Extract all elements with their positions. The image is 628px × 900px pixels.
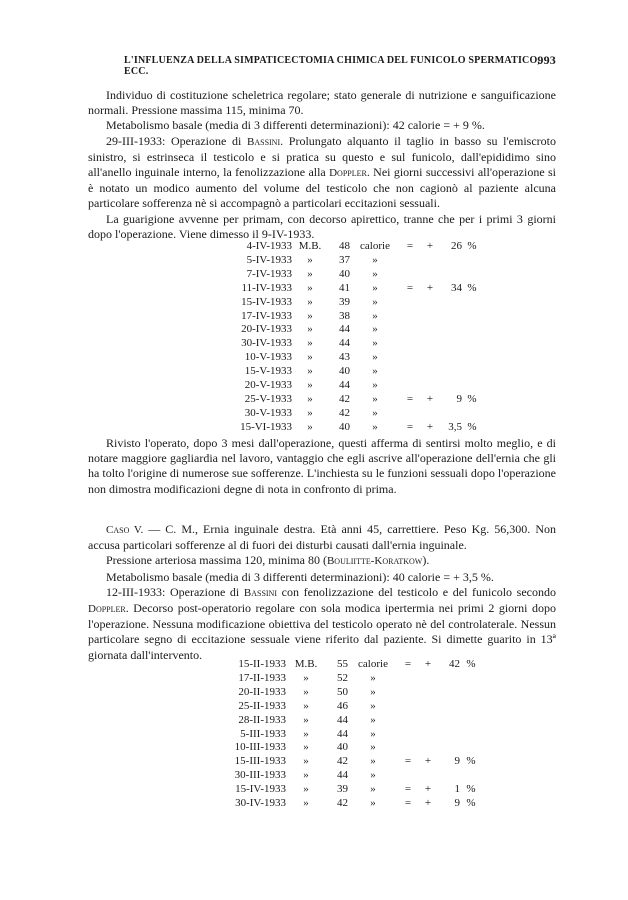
equals-sign bbox=[398, 700, 418, 714]
calorie-value: 37 bbox=[339, 253, 350, 266]
measurement-date: 15-VI-1933 bbox=[240, 420, 292, 433]
equals-sign bbox=[400, 296, 420, 310]
calorie-value: 41 bbox=[339, 281, 350, 294]
plus-sign bbox=[420, 407, 440, 421]
measurement-date: 4-IV-1933 bbox=[246, 240, 292, 252]
calorie-value: 50 bbox=[337, 685, 348, 698]
equals-sign bbox=[398, 741, 418, 755]
method-abbrev: » bbox=[307, 406, 313, 419]
table-row bbox=[200, 797, 482, 811]
operation-date: 29-III-1933: bbox=[106, 133, 166, 148]
percent-unit: % bbox=[467, 240, 477, 252]
percent-value bbox=[440, 379, 462, 393]
percent-value bbox=[440, 254, 462, 268]
calorie-value: 40 bbox=[339, 267, 350, 280]
table-row bbox=[212, 379, 482, 393]
equals-sign bbox=[398, 714, 418, 728]
percent-unit bbox=[460, 769, 482, 783]
metabolism-table-case-5 bbox=[200, 658, 482, 811]
surgeon-name: Doppler bbox=[329, 167, 367, 180]
equals-sign bbox=[400, 365, 420, 379]
plus-sign: + bbox=[424, 797, 432, 810]
method-abbrev: » bbox=[307, 365, 313, 378]
percent-unit bbox=[462, 254, 482, 268]
table-row bbox=[200, 783, 482, 797]
plus-sign: + bbox=[426, 420, 434, 433]
method-abbrev: » bbox=[307, 309, 313, 322]
equals-sign: = bbox=[406, 392, 414, 405]
measurement-date: 30-III-1933 bbox=[234, 769, 286, 782]
plus-sign bbox=[420, 379, 440, 393]
equals-sign bbox=[400, 351, 420, 365]
unit-label: » bbox=[372, 295, 378, 308]
table-row bbox=[212, 296, 482, 310]
calorie-value: 40 bbox=[337, 741, 348, 754]
equals-sign: = bbox=[406, 420, 414, 433]
plus-sign bbox=[418, 769, 438, 783]
method-abbrev: » bbox=[303, 699, 309, 712]
measurement-date: 25-II-1933 bbox=[238, 699, 286, 712]
table-row bbox=[212, 407, 482, 421]
calorie-value: 55 bbox=[337, 658, 348, 670]
measurement-date: 30-IV-1933 bbox=[241, 337, 292, 350]
measurement-date: 25-V-1933 bbox=[244, 392, 292, 405]
measurement-date: 11-IV-1933 bbox=[241, 281, 292, 294]
method-abbrev: » bbox=[307, 351, 313, 364]
plus-sign bbox=[420, 337, 440, 351]
unit-label: » bbox=[370, 713, 376, 726]
calorie-value: 42 bbox=[339, 392, 350, 405]
table-row bbox=[200, 741, 482, 755]
percent-unit: % bbox=[466, 797, 476, 810]
method-abbrev: » bbox=[307, 379, 313, 392]
surgeon-name: Doppler bbox=[88, 603, 126, 616]
percent-unit bbox=[460, 728, 482, 742]
case-5-text bbox=[88, 522, 556, 663]
table-row bbox=[212, 254, 482, 268]
unit-label: » bbox=[372, 253, 378, 266]
plus-sign: + bbox=[424, 755, 432, 768]
percent-unit bbox=[460, 714, 482, 728]
equals-sign bbox=[400, 310, 420, 324]
measurement-date: 28-II-1933 bbox=[238, 713, 286, 726]
percent-value bbox=[438, 714, 460, 728]
method-abbrev: » bbox=[303, 671, 309, 684]
percent-value: 1 bbox=[454, 783, 460, 796]
plus-sign bbox=[420, 323, 440, 337]
measurement-date: 10-V-1933 bbox=[244, 351, 292, 364]
method-abbrev: » bbox=[307, 420, 313, 433]
paragraph: 12-III-1933: Operazione di Bassini con fenolizzazione del testicolo e del funicolo secondo Doppler. Decorso post-operatorio regolare con sola modica ipertermia nei primi 2 giorni dopo l'operazione. Nessuna modificazione obiettiva del testicolo operato nè del controlaterale. Nessun particolare segno di eccitazione sessuale viene riferito dal paziente. Si dimette guarito in 13ª giornata dall'intervento. bbox=[88, 584, 556, 662]
paragraph: Rivisto l'operato, dopo 3 mesi dall'operazione, questi afferma di sentirsi molto meglio, e di notare maggiore gagliardia nel lavoro, vantaggio che egli ascrive all'operazione dell'ernia che gli ha tolto l'origine di numerose sue sofferenze. L'inchiesta su le funzioni sessuali dopo l'operazione non dimostra modificazioni degne di nota in confronto di prima. bbox=[88, 436, 556, 496]
calorie-value: 40 bbox=[339, 420, 350, 433]
percent-unit bbox=[460, 741, 482, 755]
plus-sign: + bbox=[424, 658, 432, 670]
percent-value: 9 bbox=[454, 755, 460, 768]
method-abbrev: » bbox=[303, 713, 309, 726]
measurement-date: 5-III-1933 bbox=[240, 727, 286, 740]
plus-sign: + bbox=[424, 783, 432, 796]
method-abbrev: » bbox=[303, 783, 309, 796]
table-row bbox=[212, 282, 482, 296]
calorie-value: 44 bbox=[339, 337, 350, 350]
percent-unit: % bbox=[467, 392, 477, 405]
measurement-date: 15-V-1933 bbox=[244, 365, 292, 378]
paragraph: Individuo di costituzione scheletrica regolare; stato generale di nutrizione e sanguificazione normali. Pressione massima 115, minima 70. bbox=[88, 88, 556, 118]
method-abbrev: M.B. bbox=[298, 240, 322, 252]
paragraph: Metabolismo basale (media di 3 differenti determinazioni): 42 calorie = + 9 %. bbox=[106, 118, 485, 133]
equals-sign bbox=[398, 728, 418, 742]
plus-sign bbox=[418, 700, 438, 714]
table-row bbox=[212, 268, 482, 282]
percent-value bbox=[438, 686, 460, 700]
calorie-value: 44 bbox=[337, 769, 348, 782]
unit-label: » bbox=[370, 727, 376, 740]
calorie-value: 44 bbox=[339, 323, 350, 336]
table-row bbox=[212, 310, 482, 324]
percent-unit bbox=[460, 700, 482, 714]
equals-sign bbox=[400, 268, 420, 282]
method-abbrev: M.B. bbox=[294, 658, 318, 670]
percent-unit bbox=[462, 310, 482, 324]
calorie-value: 44 bbox=[337, 713, 348, 726]
percent-value bbox=[438, 741, 460, 755]
unit-label: » bbox=[372, 281, 378, 294]
percent-unit: % bbox=[466, 658, 476, 670]
calorie-value: 44 bbox=[339, 379, 350, 392]
percent-value: 26 bbox=[451, 240, 462, 252]
percent-value bbox=[440, 365, 462, 379]
method-abbrev: » bbox=[303, 769, 309, 782]
unit-label: » bbox=[370, 671, 376, 684]
plus-sign bbox=[420, 296, 440, 310]
method-name: Bouliitte-Koratkow bbox=[326, 555, 423, 568]
method-abbrev: » bbox=[303, 797, 309, 810]
method-abbrev: » bbox=[307, 253, 313, 266]
percent-unit bbox=[460, 672, 482, 686]
equals-sign: = bbox=[406, 240, 414, 252]
percent-value bbox=[438, 700, 460, 714]
method-abbrev: » bbox=[303, 755, 309, 768]
unit-label: calorie bbox=[358, 658, 388, 670]
unit-label: » bbox=[372, 323, 378, 336]
measurement-date: 15-IV-1933 bbox=[241, 295, 292, 308]
table-row bbox=[212, 421, 482, 435]
calorie-value: 40 bbox=[339, 365, 350, 378]
plus-sign bbox=[420, 310, 440, 324]
unit-label: » bbox=[372, 406, 378, 419]
case-4-text-top bbox=[88, 88, 556, 242]
method-abbrev: » bbox=[307, 323, 313, 336]
calorie-value: 43 bbox=[339, 351, 350, 364]
plus-sign bbox=[420, 254, 440, 268]
percent-unit bbox=[462, 351, 482, 365]
paragraph: Metabolismo basale (media di 3 differenti determinazioni): 40 calorie = + 3,5 %. bbox=[106, 569, 494, 584]
plus-sign bbox=[420, 351, 440, 365]
unit-label: » bbox=[370, 783, 376, 796]
surgeon-name: Bassini bbox=[247, 135, 281, 148]
percent-value bbox=[438, 672, 460, 686]
plus-sign bbox=[418, 672, 438, 686]
percent-value bbox=[438, 728, 460, 742]
method-abbrev: » bbox=[307, 267, 313, 280]
plus-sign bbox=[418, 728, 438, 742]
surgeon-name: Bassini bbox=[243, 586, 277, 599]
unit-label: » bbox=[372, 267, 378, 280]
calorie-value: 42 bbox=[337, 797, 348, 810]
percent-unit: % bbox=[467, 420, 477, 433]
case-label: Caso V. bbox=[106, 524, 144, 536]
equals-sign bbox=[398, 686, 418, 700]
method-abbrev: » bbox=[307, 295, 313, 308]
percent-unit: % bbox=[466, 755, 476, 768]
running-title: L'INFLUENZA DELLA SIMPATICECTOMIA CHIMICA DEL FUNICOLO SPERMATICO, ECC. bbox=[124, 55, 541, 77]
measurement-date: 30-IV-1933 bbox=[235, 797, 286, 810]
equals-sign: = bbox=[404, 658, 412, 670]
table-row bbox=[212, 393, 482, 407]
percent-unit: % bbox=[467, 281, 477, 294]
equals-sign: = bbox=[404, 797, 412, 810]
measurement-date: 20-V-1933 bbox=[244, 379, 292, 392]
table-row bbox=[200, 700, 482, 714]
percent-unit bbox=[462, 407, 482, 421]
calorie-value: 42 bbox=[337, 755, 348, 768]
measurement-date: 17-IV-1933 bbox=[241, 309, 292, 322]
plus-sign bbox=[418, 714, 438, 728]
measurement-date: 5-IV-1933 bbox=[246, 253, 292, 266]
paragraph: Caso V. — C. M., Ernia inguinale destra. Età anni 45, carrettiere. Peso Kg. 56,300. Non accusa particolari sofferenze al di fuori dei disturbi causati dall'ernia inguinale. bbox=[88, 522, 556, 553]
table-row bbox=[200, 672, 482, 686]
method-abbrev: » bbox=[307, 392, 313, 405]
percent-value bbox=[440, 310, 462, 324]
percent-value bbox=[440, 351, 462, 365]
table-row bbox=[200, 755, 482, 769]
unit-label: calorie bbox=[360, 240, 390, 252]
paragraph: Pressione arteriosa massima 120, minima 80 (Bouliitte-Koratkow). bbox=[106, 553, 430, 568]
calorie-value: 38 bbox=[339, 309, 350, 322]
unit-label: » bbox=[372, 309, 378, 322]
calorie-value: 46 bbox=[337, 699, 348, 712]
table-row bbox=[212, 323, 482, 337]
measurement-date: 20-II-1933 bbox=[238, 685, 286, 698]
equals-sign: = bbox=[406, 281, 414, 294]
method-abbrev: » bbox=[303, 685, 309, 698]
method-abbrev: » bbox=[307, 281, 313, 294]
percent-unit bbox=[462, 379, 482, 393]
calorie-value: 48 bbox=[339, 240, 350, 252]
measurement-date: 20-IV-1933 bbox=[241, 323, 292, 336]
calorie-value: 42 bbox=[339, 406, 350, 419]
equals-sign bbox=[400, 323, 420, 337]
table-row bbox=[212, 365, 482, 379]
percent-value bbox=[440, 407, 462, 421]
percent-value bbox=[440, 337, 462, 351]
percent-unit bbox=[462, 268, 482, 282]
calorie-value: 52 bbox=[337, 671, 348, 684]
percent-value bbox=[438, 769, 460, 783]
equals-sign bbox=[400, 379, 420, 393]
table-row bbox=[200, 658, 482, 672]
table-row bbox=[200, 728, 482, 742]
percent-value: 9 bbox=[454, 797, 460, 810]
plus-sign bbox=[420, 365, 440, 379]
measurement-date: 7-IV-1933 bbox=[246, 267, 292, 280]
plus-sign: + bbox=[426, 240, 434, 252]
unit-label: » bbox=[370, 699, 376, 712]
measurement-date: 30-V-1933 bbox=[244, 406, 292, 419]
unit-label: » bbox=[370, 797, 376, 810]
plus-sign: + bbox=[426, 281, 434, 294]
unit-label: » bbox=[372, 392, 378, 405]
calorie-value: 44 bbox=[337, 727, 348, 740]
plus-sign bbox=[420, 268, 440, 282]
unit-label: » bbox=[372, 351, 378, 364]
percent-value: 9 bbox=[456, 392, 462, 405]
percent-value: 34 bbox=[451, 281, 462, 294]
measurement-date: 10-III-1933 bbox=[234, 741, 286, 754]
percent-unit bbox=[460, 686, 482, 700]
plus-sign bbox=[418, 741, 438, 755]
equals-sign bbox=[400, 337, 420, 351]
equals-sign bbox=[398, 672, 418, 686]
equals-sign bbox=[400, 254, 420, 268]
calorie-value: 39 bbox=[339, 295, 350, 308]
method-abbrev: » bbox=[303, 727, 309, 740]
paragraph: 29-III-1933: Operazione di Bassini. Prolungato alquanto il taglio in basso su l'emiscroto sinistro, si estrinseca il testicolo e si pratica su questo e sul funicolo, dall'epididimo sino all'anello inguinale interno, la fenolizzazione alla Doppler. Nei giorni successivi all'operazione si è notato un modico aumento del volume del testicolo che non cagionò al paziente alcuna particolare sofferenza nè si accompagnò a particolari eccitazioni sessuali. bbox=[88, 133, 557, 211]
measurement-date: 15-IV-1933 bbox=[235, 783, 286, 796]
unit-label: » bbox=[372, 420, 378, 433]
percent-unit bbox=[462, 296, 482, 310]
percent-unit bbox=[462, 323, 482, 337]
unit-label: » bbox=[372, 379, 378, 392]
percent-value: 42 bbox=[449, 658, 460, 670]
unit-label: » bbox=[370, 741, 376, 754]
plus-sign: + bbox=[426, 392, 434, 405]
measurement-date: 15-III-1933 bbox=[234, 755, 286, 768]
percent-value bbox=[440, 323, 462, 337]
unit-label: » bbox=[370, 769, 376, 782]
table-row bbox=[212, 337, 482, 351]
percent-value bbox=[440, 296, 462, 310]
table-row bbox=[212, 240, 482, 254]
table-row bbox=[200, 769, 482, 783]
percent-value bbox=[440, 268, 462, 282]
table-row bbox=[200, 714, 482, 728]
unit-label: » bbox=[370, 685, 376, 698]
case-4-text-bottom bbox=[88, 436, 556, 497]
operation-date: 12-III-1933: bbox=[106, 584, 166, 599]
method-abbrev: » bbox=[307, 337, 313, 350]
percent-value: 3,5 bbox=[448, 420, 462, 433]
equals-sign: = bbox=[404, 783, 412, 796]
measurement-date: 17-II-1933 bbox=[238, 671, 286, 684]
equals-sign: = bbox=[404, 755, 412, 768]
equals-sign bbox=[398, 769, 418, 783]
table-row bbox=[212, 351, 482, 365]
unit-label: » bbox=[370, 755, 376, 768]
plus-sign bbox=[418, 686, 438, 700]
percent-unit: % bbox=[466, 783, 476, 796]
method-abbrev: » bbox=[303, 741, 309, 754]
metabolism-table-case-4 bbox=[212, 240, 482, 435]
measurement-date: 15-II-1933 bbox=[238, 658, 286, 670]
percent-unit bbox=[462, 365, 482, 379]
percent-unit bbox=[462, 337, 482, 351]
equals-sign bbox=[400, 407, 420, 421]
paragraph: La guarigione avvenne per primam, con decorso apirettico, tranne che per i primi 3 giorni dopo l'operazione. Viene dimesso il 9-IV-1933. bbox=[88, 211, 556, 241]
page-number: 993 bbox=[537, 53, 556, 67]
unit-label: » bbox=[372, 337, 378, 350]
calorie-value: 39 bbox=[337, 783, 348, 796]
table-row bbox=[200, 686, 482, 700]
unit-label: » bbox=[372, 365, 378, 378]
